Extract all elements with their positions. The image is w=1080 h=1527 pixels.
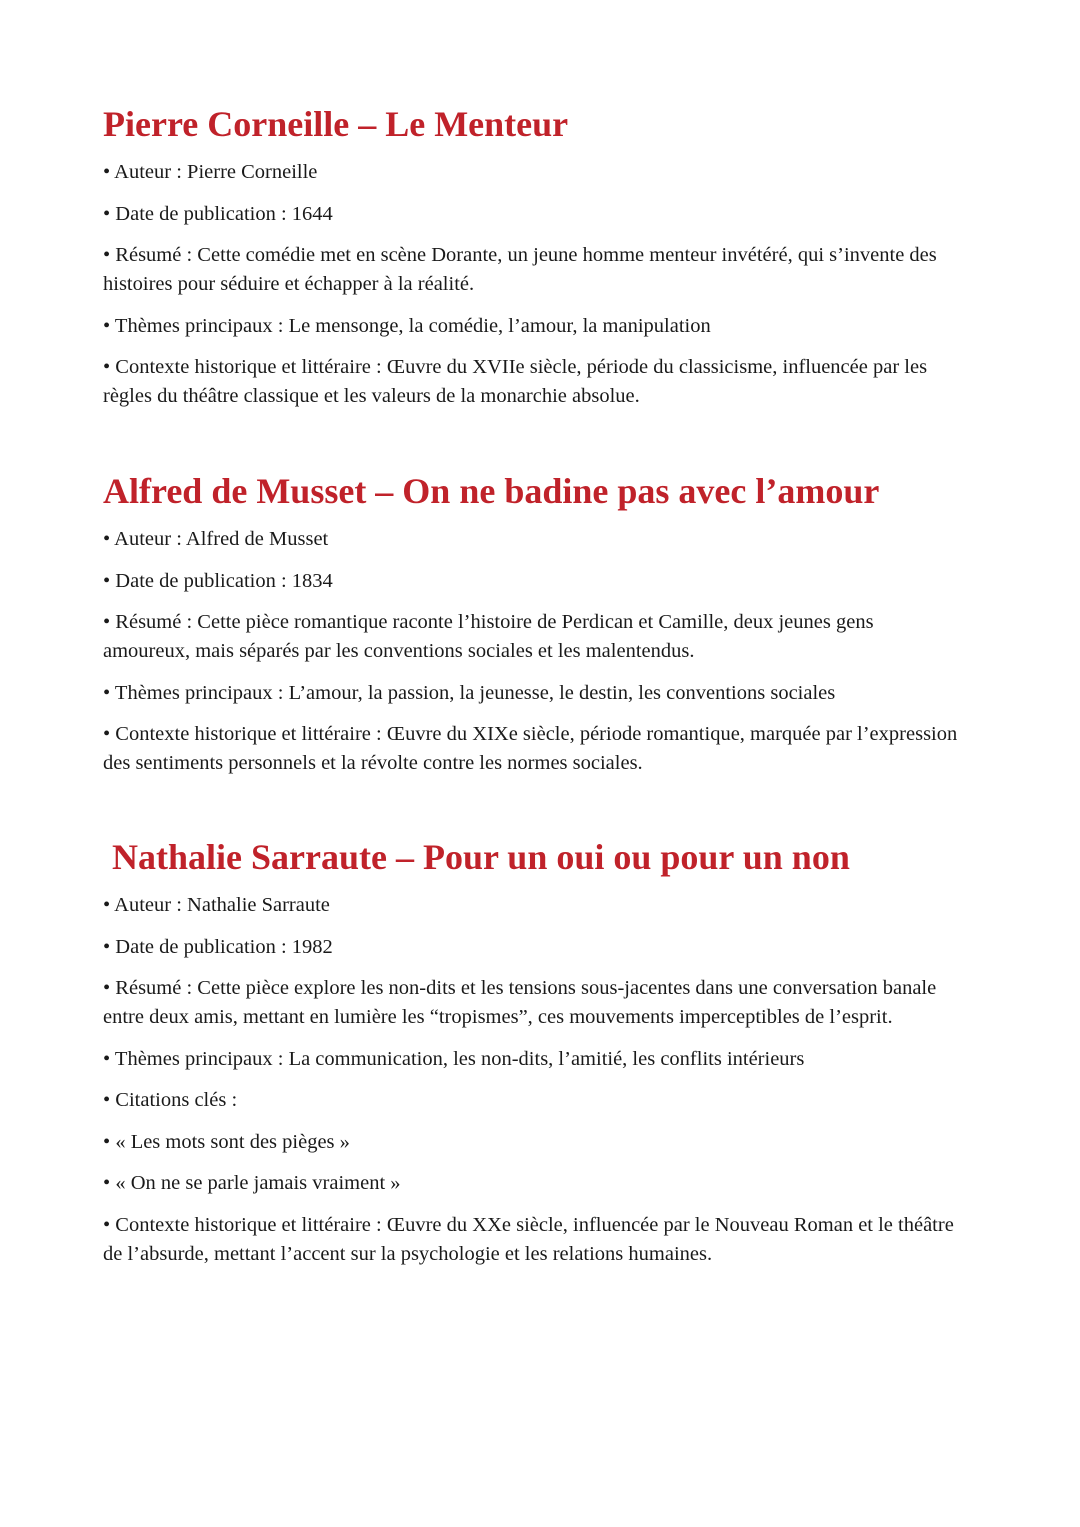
list-item-themes [103, 1045, 963, 1074]
item-label: • Résumé : [103, 244, 198, 266]
item-value: Œuvre du XVIIe siècle, période du classicisme, influencée par les règles du théâtre classique et les valeurs de la monarchie absolue. [103, 356, 928, 407]
section-pour-un-oui [103, 835, 963, 1281]
list-item-date [103, 567, 963, 596]
list-item-summary [103, 974, 963, 1032]
item-value: La communication, les non-dits, l’amitié, les conflits intérieurs [288, 1047, 805, 1070]
section-title: Pierre Corneille – Le Menteur [103, 104, 569, 144]
item-value: Alfred de Musset [185, 528, 329, 550]
item-label: • Date de publication : [103, 569, 292, 592]
list-item-author [103, 525, 963, 554]
item-value: L’amour, la passion, la jeunesse, le destin, les conventions sociales [288, 681, 836, 704]
item-value: Cette pièce romantique raconte l’histoire de Perdican et Camille, deux jeunes gens amoureux, mais séparés par les conventions sociales et les malentendus. [103, 611, 874, 662]
list-item-quote [103, 1169, 963, 1198]
item-value: Le mensonge, la comédie, l’amour, la manipulation [288, 314, 711, 337]
item-label: • [103, 1172, 116, 1194]
item-label: • Thèmes principaux : [103, 1047, 289, 1070]
info-list [103, 525, 963, 778]
info-list [103, 158, 963, 411]
section-title: Alfred de Musset – On ne badine pas avec l’amour [103, 471, 880, 511]
item-value: « On ne se parle jamais vraiment » [115, 1172, 401, 1194]
list-item-author [103, 891, 963, 920]
list-item-themes [103, 312, 963, 341]
item-label: • Contexte historique et littéraire : [103, 356, 387, 378]
item-label: • Auteur : [103, 161, 188, 183]
info-list [103, 891, 963, 1269]
list-item-context [103, 1211, 963, 1269]
list-item-quote [103, 1128, 963, 1157]
section-on-ne-badine-pas [103, 469, 963, 791]
list-item-context [103, 353, 963, 411]
list-item-date [103, 933, 963, 962]
item-value: Pierre Corneille [187, 161, 318, 183]
list-item-date [103, 200, 963, 229]
list-item-context [103, 720, 963, 778]
item-value: Cette comédie met en scène Dorante, un jeune homme menteur invétéré, qui s’invente des histoires pour séduire et échapper à la réalité. [103, 244, 937, 295]
item-label: • Thèmes principaux : [103, 681, 289, 704]
item-label: • Date de publication : [103, 935, 292, 958]
item-value: Œuvre du XIXe siècle, période romantique, marquée par l’expression des sentiments personnels et la révolte contre les normes sociales. [103, 723, 958, 774]
item-label: • [103, 1130, 116, 1153]
list-item-author [103, 158, 963, 187]
item-label: • Résumé : [103, 611, 198, 633]
list-item-themes [103, 679, 963, 708]
item-value: Cette pièce explore les non-dits et les tensions sous-jacentes dans une conversation banale entre deux amis, mettant en lumière les “tropismes”, ces mouvements imperceptibles de l’esprit. [103, 977, 937, 1028]
item-label: • Auteur : [103, 894, 188, 916]
item-value: « Les mots sont des pièges » [115, 1130, 350, 1153]
item-label: • Date de publication : [103, 202, 292, 225]
list-item-summary [103, 608, 963, 666]
item-label: • Contexte historique et littéraire : [103, 723, 387, 745]
item-label: • Contexte historique et littéraire : [103, 1213, 387, 1236]
item-value: 1834 [291, 569, 333, 592]
item-value: Œuvre du XXe siècle, influencée par le Nouveau Roman et le théâtre de l’absurde, mettant l’accent sur la psychologie et les relations humaines. [103, 1213, 954, 1265]
item-label: • Thèmes principaux : [103, 314, 289, 337]
section-le-menteur [103, 102, 963, 424]
item-label: • Auteur : [103, 528, 186, 550]
item-value: Nathalie Sarraute [187, 894, 330, 916]
item-label: • Citations clés : [103, 1089, 238, 1111]
list-item-summary [103, 241, 963, 299]
item-value: 1644 [291, 202, 333, 225]
list-item-quotes-heading [103, 1086, 963, 1115]
item-label: • Résumé : [103, 977, 198, 999]
item-value: 1982 [291, 935, 333, 958]
section-title: Nathalie Sarraute – Pour un oui ou pour un non [103, 837, 850, 877]
